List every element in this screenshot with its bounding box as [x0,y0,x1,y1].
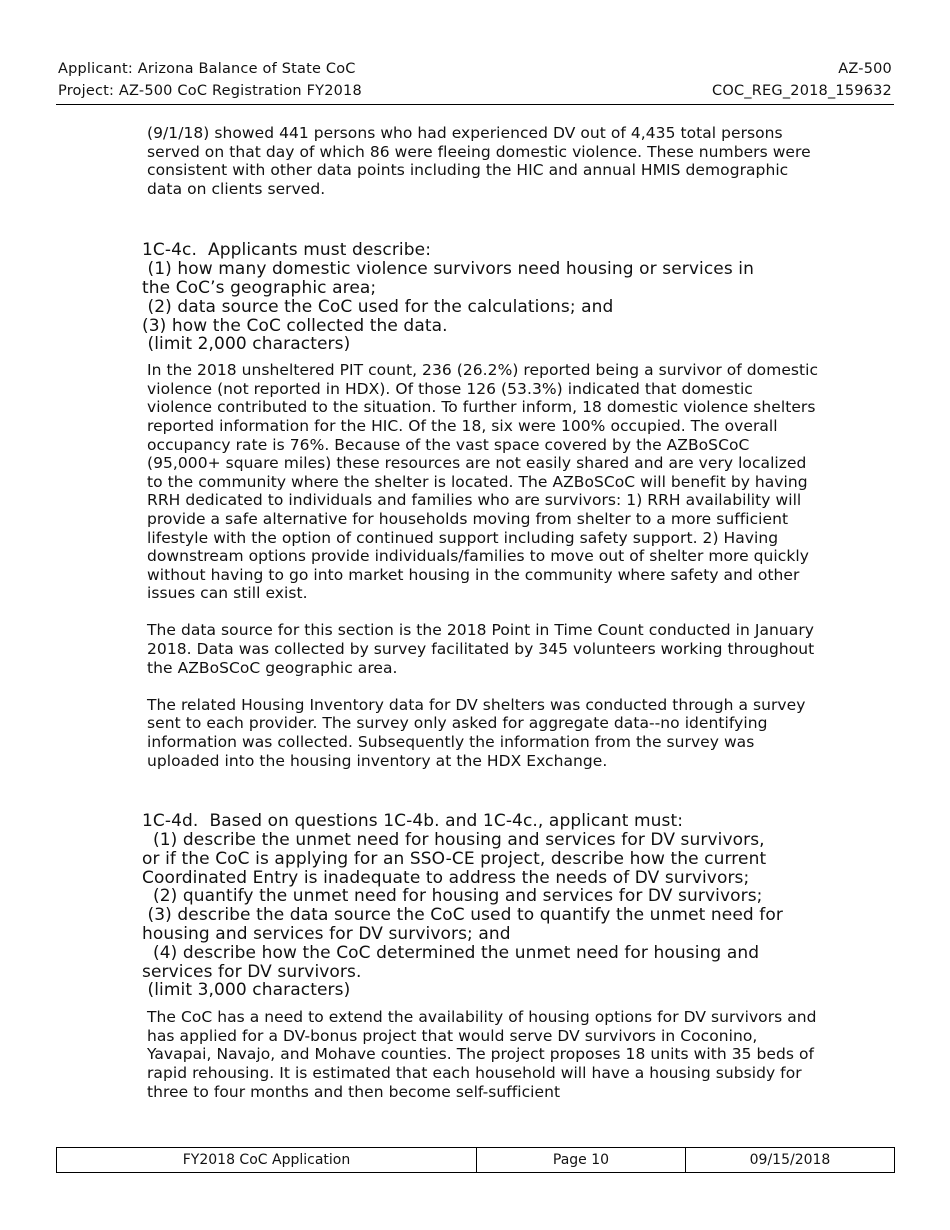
question-line: Coordinated Entry is inadequate to address the needs of DV survivors; [142,867,750,888]
answer-paragraph: The CoC has a need to extend the availability of housing options for DV survivors and has applied for a DV-bonus project that would serve DV survivors in Coconino, Yavapai, Navajo, and Mohave counties. The project proposes 18 units with 35 beds of rapid rehousing. It is estimated that each household will have a housing subsidy for three to four months and then become self-sufficient [147,1008,817,1101]
answer-1c-4d [142,1008,822,1101]
answer-paragraph: (9/1/18) showed 441 persons who had experienced DV out of 4,435 total persons served on that day of which 86 were fleeing domestic violence. These numbers were consistent with other data points including the HIC and annual HMIS demographic data on clients served. [147,124,811,198]
registration-id: COC_REG_2018_159632 [712,83,892,99]
question-line: 1C-4c. Applicants must describe: [142,240,432,261]
answer-paragraph: In the 2018 unsheltered PIT count, 236 (26.2%) reported being a survivor of domestic violence (not reported in HDX). Of those 126 (53.3%) indicated that domestic violence contributed to the situation. To further inform, 18 domestic violence shelters reported information for the HIC. Of the 18, six were 100% occupied. The overall occupancy rate is 76%. Because of the vast space covered by the AZBoSCoC (95,000+ square miles) these resources are not easily shared and are very localized to the community where the shelter is located. The AZBoSCoC will benefit by having RRH dedicated to individuals and families who are survivors: 1) RRH availability will provide a safe alternative for households moving from shelter to a more sufficient lifestyle with the option of continued support including safety support. 2) Having downstream options provide individuals/families to move out of shelter more quickly without having to go into market housing in the community where safety and other issues can still exist. [147,361,819,603]
answer-paragraph: The related Housing Inventory data for DV shelters was conducted through a survey sent to each provider. The survey only asked for aggregate data--no identifying information was collected. Subsequently the information from the survey was uploaded into the housing inventory at the HDX Exchange. [147,695,806,770]
question-line: or if the CoC is applying for an SSO-CE project, describe how the current [142,848,767,869]
page-content [142,124,822,1101]
footer-application: FY2018 CoC Application [57,1148,477,1173]
header-divider [56,104,894,105]
question-line: (limit 2,000 characters) [142,334,351,355]
question-1c-4d [142,812,822,1000]
answer-1c-4c [142,361,822,770]
question-line: (1) describe the unmet need for housing and services for DV survivors, [142,830,765,851]
applicant-label: Applicant: Arizona Balance of State CoC [58,61,356,77]
question-line: housing and services for DV survivors; and [142,924,511,944]
question-line: 1C-4d. Based on questions 1C-4b. and 1C-4c., applicant must: [142,811,684,832]
question-1c-4c [142,241,822,354]
page-header [58,58,892,102]
continued-answer [142,124,822,198]
question-line: (3) how the CoC collected the data. [142,315,448,336]
question-line: (2) data source the CoC used for the calculations; and [142,296,614,317]
question-line: (3) describe the data source the CoC used to quantify the unmet need for [142,905,783,926]
footer-page-number: Page 10 [477,1148,686,1173]
question-line: the CoC’s geographic area; [142,277,377,298]
project-label: Project: AZ-500 CoC Registration FY2018 [58,83,362,99]
question-line: (4) describe how the CoC determined the unmet need for housing and [142,942,760,963]
question-line: (2) quantify the unmet need for housing and services for DV survivors; [142,886,763,907]
question-line: (1) how many domestic violence survivors need housing or services in [142,259,754,280]
page-footer [56,1147,895,1173]
coc-number: AZ-500 [838,61,892,77]
question-line: (limit 3,000 characters) [142,980,351,1001]
question-line: services for DV survivors. [142,961,362,982]
footer-date: 09/15/2018 [686,1148,895,1173]
answer-paragraph: The data source for this section is the 2018 Point in Time Count conducted in January 2018. Data was collected by survey facilitated by 345 volunteers working throughout the AZBoSCoC geographic area. [147,621,815,677]
